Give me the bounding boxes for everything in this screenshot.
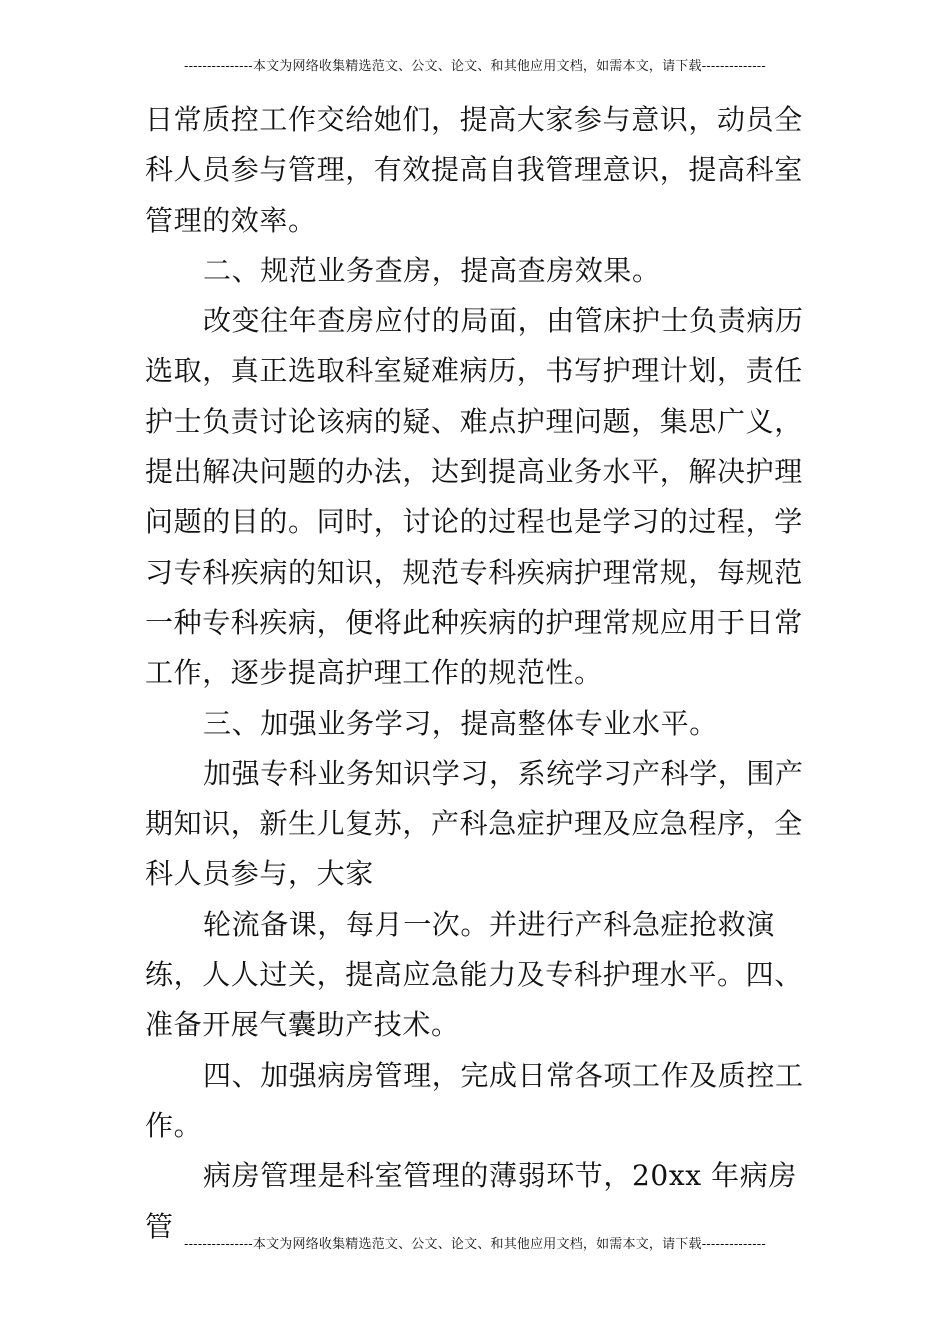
section-heading-4: 四、加强病房管理，完成日常各项工作及质控工作。	[145, 1058, 804, 1142]
document-body	[145, 95, 810, 1252]
paragraph-continuation: 日常质控工作交给她们，提高大家参与意识，动员全科人员参与管理，有效提高自我管理意识，提高科室管理的效率。	[145, 103, 803, 237]
paragraph-ward-rounds: 改变往年查房应付的局面，由管床护士负责病历选取，真正选取科室疑难病历，书写护理计划，责任护士负责讨论该病的疑、难点护理问题，集思广义，提出解决问题的办法，达到提高业务水平，解决护理问题的目的。同时，讨论的过程也是学习的过程，学习专科疾病的知识，规范专科疾病护理常规，每规范一种专科疾病，便将此种疾病的护理常规应用于日常工作，逐步提高护理工作的规范性。	[145, 304, 804, 690]
paragraph-ward-management: 病房管理是科室管理的薄弱环节，20xx 年病房管	[145, 1159, 797, 1243]
paragraph-study: 加强专科业务知识学习，系统学习产科学，围产期知识，新生儿复苏，产科急症护理及应急程序，全科人员参与，大家	[145, 756, 804, 891]
paragraph-drills: 轮流备课，每月一次。并进行产科急症抢救演练，人人过关，提高应急能力及专科护理水平。四、准备开展气囊助产技术。	[145, 907, 803, 1042]
section-heading-3: 三、加强业务学习，提高整体专业水平。	[203, 706, 718, 740]
section-heading-2: 二、规范业务查房，提高查房效果。	[203, 253, 661, 287]
header-banner: ---------------本文为网络收集精选范文、公文、论文、和其他应用文档，如需本文，请下载--------------	[184, 59, 766, 74]
footer-banner: ---------------本文为网络收集精选范文、公文、论文、和其他应用文档，如需本文，请下载--------------	[184, 1237, 766, 1252]
